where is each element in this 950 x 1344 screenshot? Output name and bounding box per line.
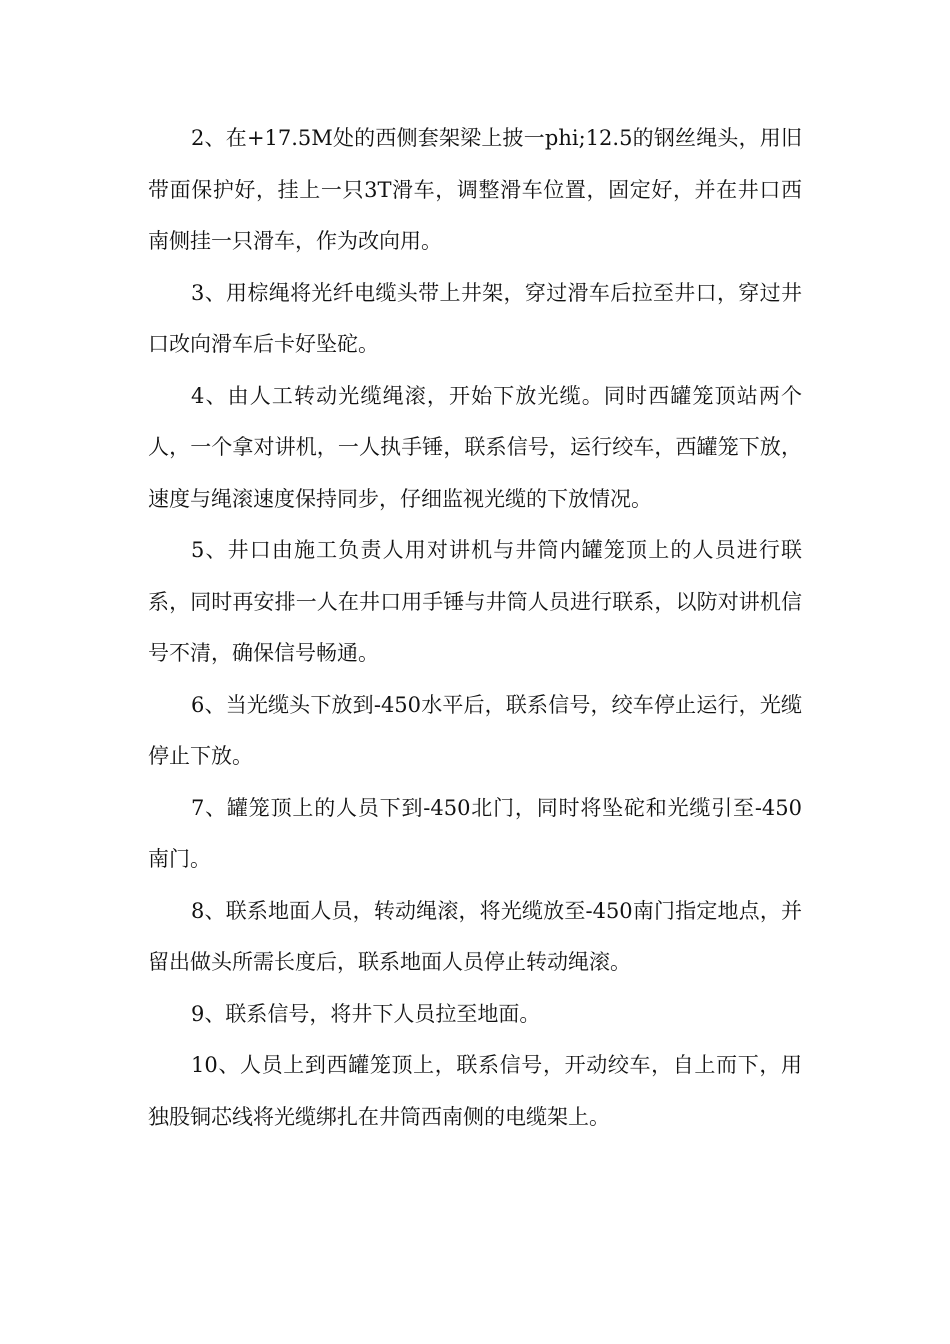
paragraph-step-7: 7、罐笼顶上的人员下到-450北门，同时将坠砣和光缆引至-450南门。	[148, 795, 802, 871]
paragraph-step-2: 2、在+17.5M处的西侧套架梁上披一phi;12.5的钢丝绳头，用旧带面保护好，挂上一只3T滑车，调整滑车位置，固定好，并在井口西南侧挂一只滑车，作为改向用。	[148, 126, 802, 253]
paragraph-step-3: 3、用棕绳将光纤电缆头带上井架，穿过滑车后拉至井口，穿过井口改向滑车后卡好坠砣。	[148, 280, 802, 356]
paragraph-step-4: 4、由人工转动光缆绳滚，开始下放光缆。同时西罐笼顶站两个人，一个拿对讲机，一人执手锤，联系信号，运行绞车，西罐笼下放，速度与绳滚速度保持同步，仔细监视光缆的下放情况。	[148, 383, 802, 511]
document-body	[148, 113, 802, 1143]
paragraph-step-10: 10、人员上到西罐笼顶上，联系信号，开动绞车，自上而下，用独股铜芯线将光缆绑扎在井筒西南侧的电缆架上。	[148, 1053, 802, 1129]
paragraph-step-9: 9、联系信号，将井下人员拉至地面。	[191, 1001, 541, 1026]
paragraph-step-8: 8、联系地面人员，转动绳滚，将光缆放至-450南门指定地点，并留出做头所需长度后，联系地面人员停止转动绳滚。	[148, 898, 802, 974]
paragraph-step-6: 6、当光缆头下放到-450水平后，联系信号，绞车停止运行，光缆停止下放。	[148, 692, 802, 768]
paragraph-step-5: 5、井口由施工负责人用对讲机与井筒内罐笼顶上的人员进行联系，同时再安排一人在井口用手锤与井筒人员进行联系，以防对讲机信号不清，确保信号畅通。	[148, 538, 802, 665]
